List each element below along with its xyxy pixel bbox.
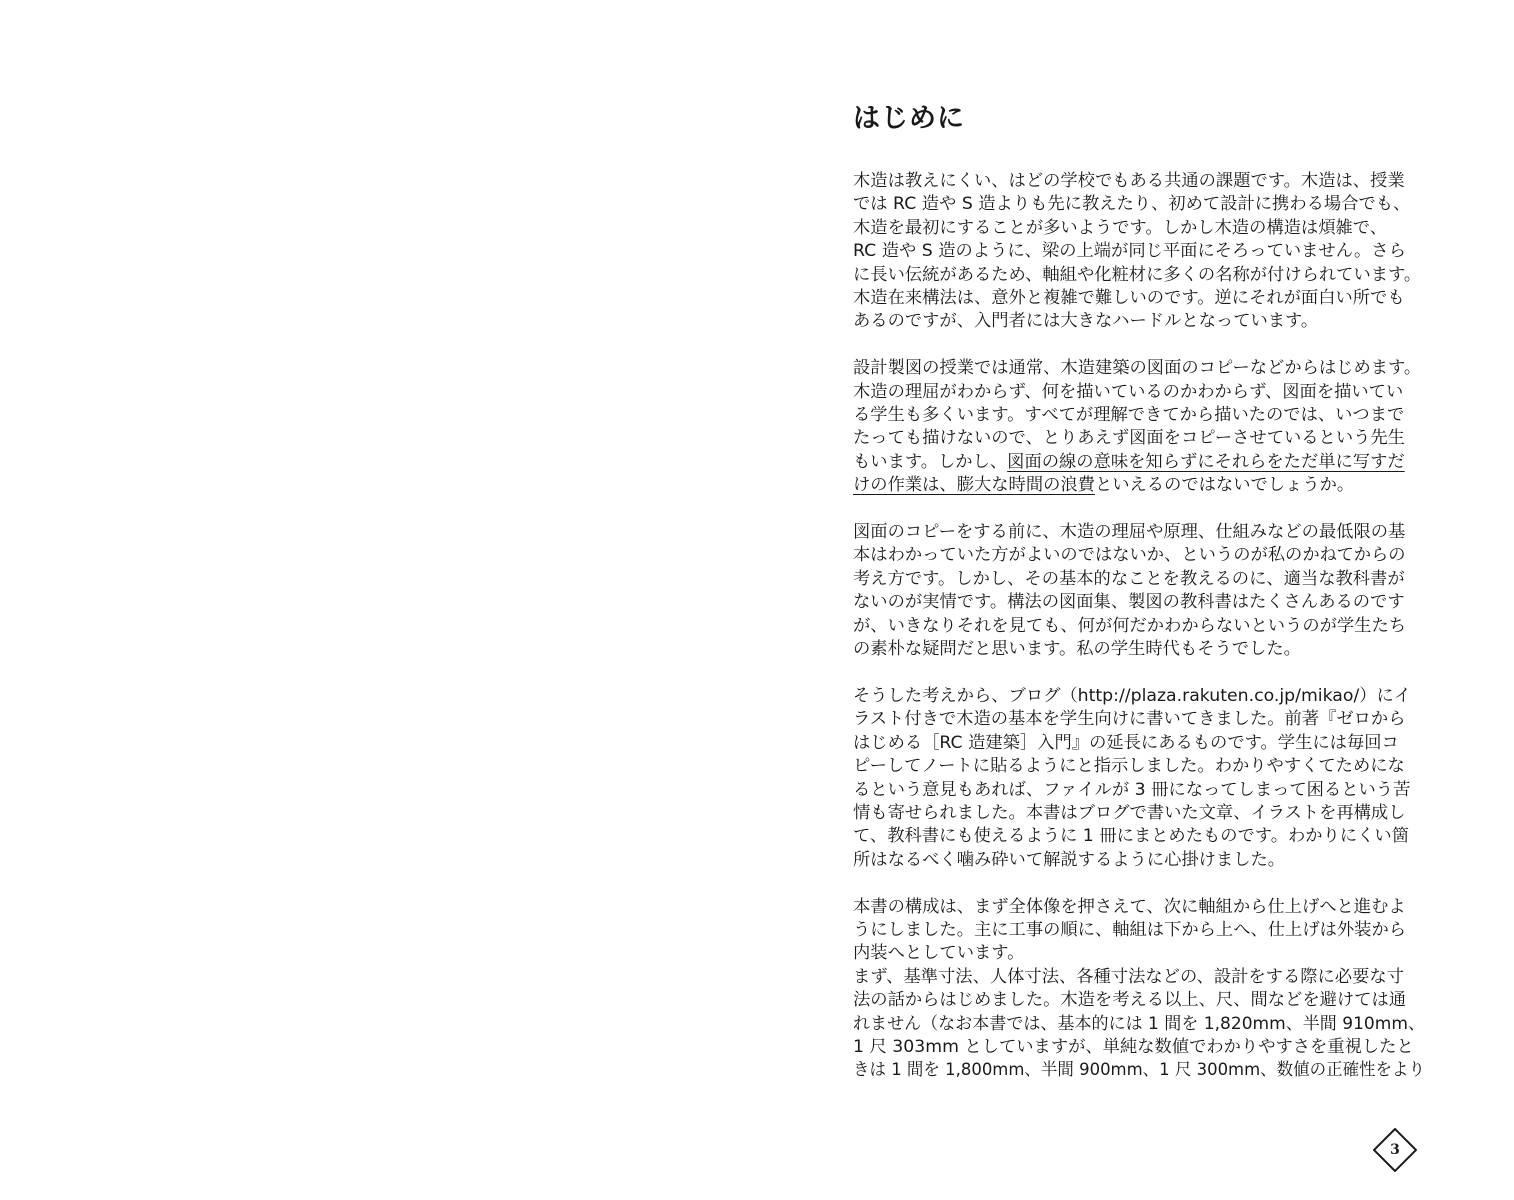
- paragraph-4: [853, 685, 1425, 872]
- text-line: て、教科書にも使えるように 1 冊にまとめたものです。わかりにくい箇: [853, 826, 1409, 847]
- text-line: れません（なお本書では、基本的には 1 間を 1,820mm、半間 910mm、: [853, 1013, 1425, 1034]
- text-line: そうした考えから、ブログ（http://plaza.rakuten.co.jp/mikao/）にイ: [853, 685, 1412, 706]
- text-line: 本書の構成は、まず全体像を押さえて、次に軸組から仕上げへと進むよ: [853, 896, 1406, 917]
- underlined-emphasis: 図面の線の意味を知らずにそれらをただ単に写すだ: [1007, 451, 1405, 472]
- text-line: ピーしてノートに貼るようにと指示しました。わかりやすくてためにな: [853, 756, 1405, 777]
- underlined-emphasis: けの作業は、膨大な時間の浪費: [853, 475, 1095, 496]
- text-line: 木造を最初にすることが多いようです。しかし木造の構造は煩雑で、: [853, 217, 1387, 238]
- text-line: まず、基準寸法、人体寸法、各種寸法などの、設計をする際に必要な寸: [853, 966, 1404, 987]
- text-line: 木造在来構法は、意外と複雑で難しいのです。逆にそれが面白い所でも: [853, 288, 1405, 309]
- text-line: 図面のコピーをする前に、木造の理屈や原理、仕組みなどの最低限の基: [853, 522, 1406, 543]
- body-text: [853, 170, 1425, 1083]
- paragraph-1: [853, 170, 1425, 334]
- text-line: 情も寄せられました。本書はブログで書いた文章、イラストを再構成し: [853, 802, 1406, 823]
- text-line: では RC 造や S 造よりも先に教えたり、初めて設計に携わる場合でも、: [853, 194, 1411, 215]
- page-title: はじめに: [853, 103, 965, 134]
- text-line: 木造は教えにくい、はどの学校でもある共通の課題です。木造は、授業: [853, 171, 1405, 191]
- text-segment: もいます。しかし、: [853, 451, 1008, 472]
- text-line: 考え方です。しかし、その基本的なことを教えるのに、適当な教科書が: [853, 568, 1405, 589]
- page-number-badge: [1373, 1128, 1417, 1172]
- text-line: [853, 474, 1425, 497]
- text-line: ラスト付きで木造の基本を学生向けに書いてきました。前著『ゼロから: [853, 709, 1406, 730]
- right-page: [757, 0, 1514, 1200]
- text-line: はじめる［RC 造建築］入門』の延長にあるものです。学生には毎回コ: [853, 732, 1399, 753]
- text-line: 本はわかっていた方がよいのではないか、というのが私のかねてからの: [853, 545, 1406, 566]
- text-line: 1 尺 303mm としていますが、単純な数値でわかりやすさを重視したと: [853, 1036, 1414, 1057]
- text-line: るという意見もあれば、ファイルが 3 冊になってしまって困るという苦: [853, 779, 1411, 800]
- text-line: 木造の理屈がわからず、何を描いているのかわからず、図面を描いてい: [853, 381, 1404, 402]
- text-line: る学生も多くいます。すべてが理解できてから描いたのでは、いつまで: [853, 405, 1405, 426]
- text-segment: といえるのではないでしょうか。: [1094, 475, 1355, 496]
- text-line: 設計製図の授業では通常、木造建築の図面のコピーなどからはじめます。: [853, 358, 1422, 379]
- text-line: 内装へとしています。: [853, 943, 1025, 964]
- paragraph-2: [853, 357, 1425, 497]
- text-line: の素朴な疑問だと思います。私の学生時代もそうでした。: [853, 639, 1301, 660]
- text-line: きは 1 間を 1,800mm、半間 900mm、1 尺 300mm、数値の正確性をより: [853, 1060, 1425, 1081]
- paragraph-5: [853, 896, 1425, 966]
- text-line: 法の話からはじめました。木造を考える以上、尺、間などを避けては通: [853, 990, 1407, 1011]
- paragraph-3: [853, 521, 1425, 661]
- text-line: RC 造や S 造のように、梁の上端が同じ平面にそろっていません。さら: [853, 241, 1406, 262]
- paragraph-6: [853, 966, 1425, 1083]
- text-line: うにしました。主に工事の順に、軸組は下から上へ、仕上げは外装から: [853, 919, 1407, 940]
- page-number: 3: [1390, 1142, 1400, 1158]
- text-line: [853, 451, 1425, 474]
- text-line: あるのですが、入門者には大きなハードルとなっています。: [853, 311, 1319, 332]
- text-line: 所はなるべく噛み砕いて解説するように心掛けました。: [853, 849, 1286, 870]
- text-line: が、いきなりそれを見ても、何が何だかわからないというのが学生たち: [853, 615, 1407, 636]
- text-line: に長い伝統があるため、軸組や化粧材に多くの名称が付けられています。: [853, 264, 1422, 285]
- text-line: たっても描けないので、とりあえず図面をコピーさせているという先生: [853, 428, 1405, 449]
- text-line: ないのが実情です。構法の図面集、製図の教科書はたくさんあるのです: [853, 592, 1405, 613]
